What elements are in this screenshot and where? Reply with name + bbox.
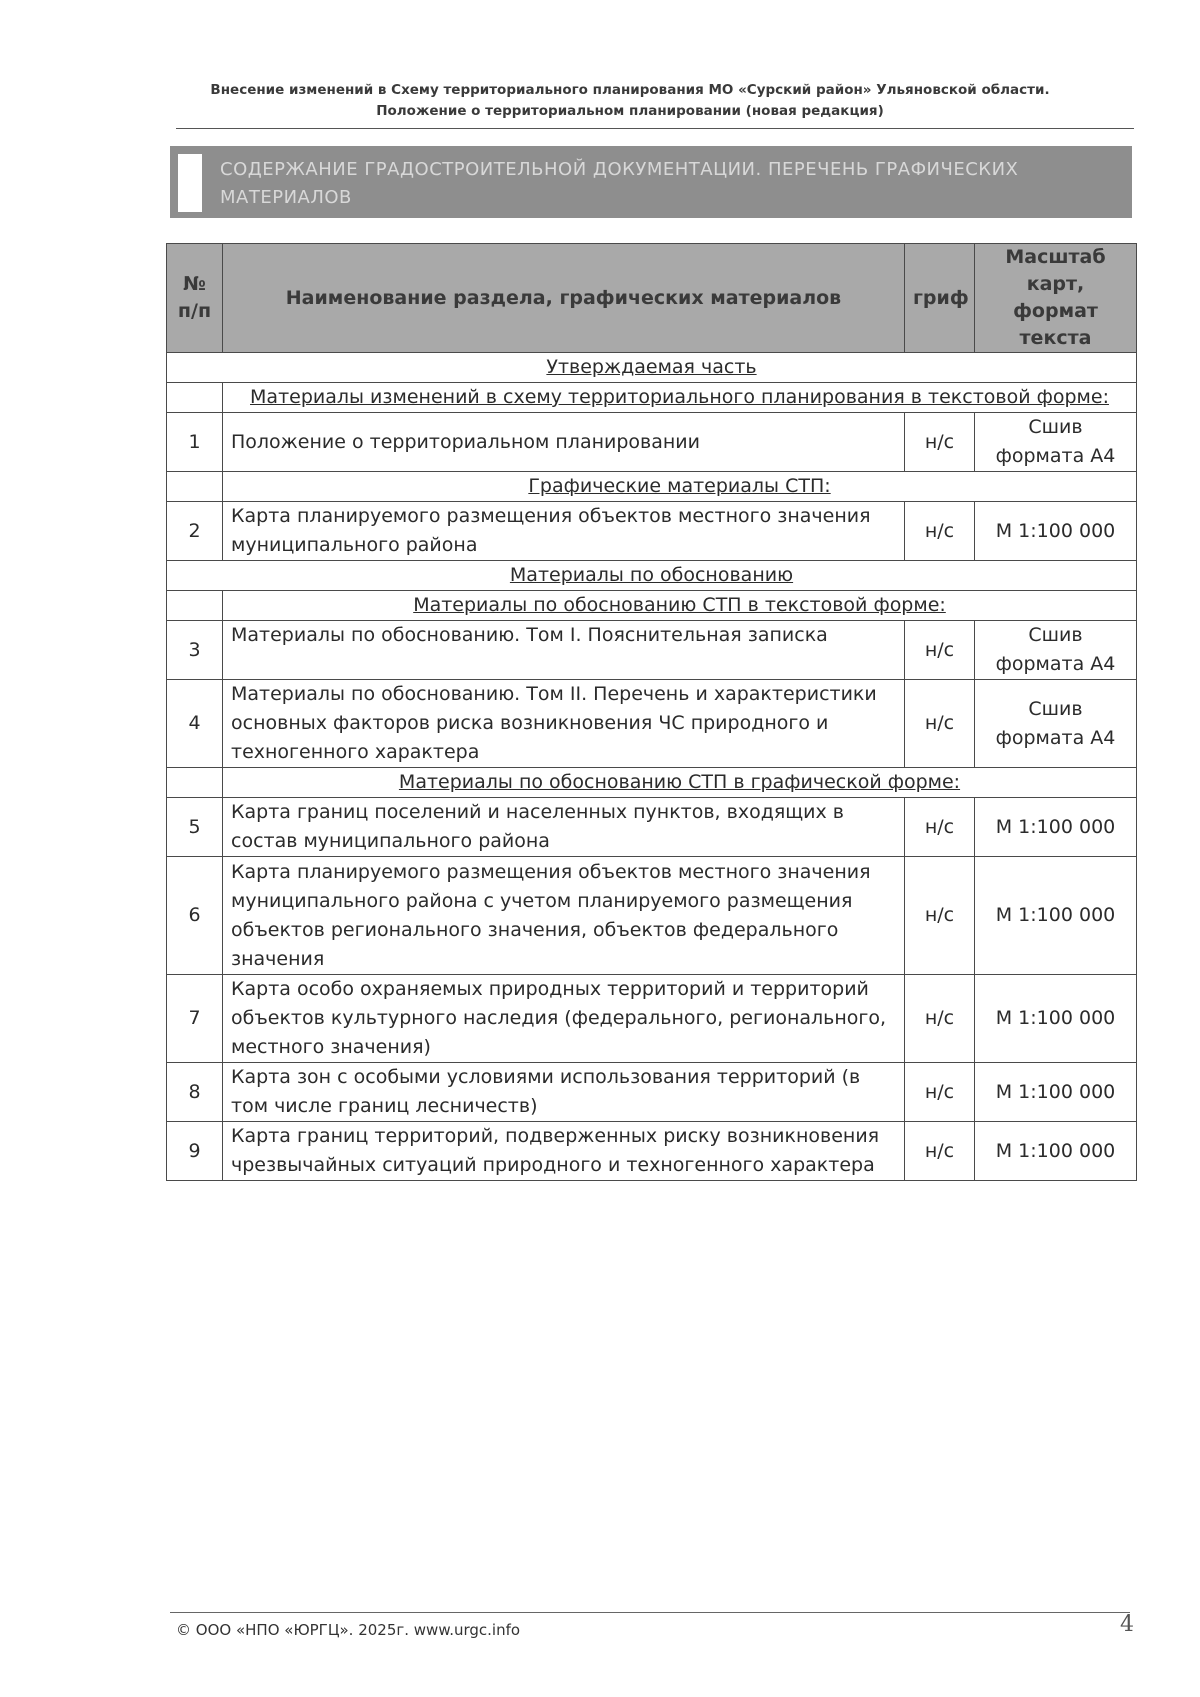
table-row [167,857,1137,975]
row-number: 1 [167,413,223,472]
contents-table [166,243,1137,1181]
header-line-2: Положение о территориальном планировании (новая редакция) [376,103,884,119]
row-number: 2 [167,502,223,561]
row-number: 6 [167,857,223,975]
document-header [170,80,1090,122]
row-grif: н/с [905,975,975,1063]
row-grif: н/с [905,502,975,561]
row-name: Карта границ поселений и населенных пунктов, входящих в состав муниципального района [223,798,905,857]
footer-copyright: © ООО «НПО «ЮРГЦ». 2025г. www.urgc.info [176,1621,521,1639]
row-number: 8 [167,1063,223,1122]
row-grif: н/с [905,1063,975,1122]
row-grif: н/с [905,680,975,768]
subsection-row [167,383,1137,413]
row-scale: М 1:100 000 [975,798,1137,857]
subsection-title: Материалы изменений в схему территориального планирования в текстовой форме: [223,383,1137,413]
section-banner [170,146,1132,218]
empty-cell [167,472,223,502]
table-row [167,798,1137,857]
table-row [167,413,1137,472]
header-name: Наименование раздела, графических материалов [223,244,905,353]
banner-title: СОДЕРЖАНИЕ ГРАДОСТРОИТЕЛЬНОЙ ДОКУМЕНТАЦИИ. ПЕРЕЧЕНЬ ГРАФИЧЕСКИХ МАТЕРИАЛОВ [220,159,1019,208]
subsection-row [167,472,1137,502]
subsection-title: Материалы по обоснованию СТП в графической форме: [223,768,1137,798]
row-grif: н/с [905,857,975,975]
row-scale: Сшив формата А4 [975,413,1137,472]
header-grif: гриф [905,244,975,353]
footer-divider [170,1612,1130,1613]
row-grif: н/с [905,1122,975,1181]
empty-cell [167,768,223,798]
row-name: Карта планируемого размещения объектов местного значения муниципального района [223,502,905,561]
section-title: Материалы по обоснованию [167,561,1137,591]
row-grif: н/с [905,798,975,857]
row-name: Карта зон с особыми условиями использования территорий (в том числе границ лесничеств) [223,1063,905,1122]
row-name: Карта особо охраняемых природных территорий и территорий объектов культурного наследия (федерального, регионального, местного значения) [223,975,905,1063]
row-grif: н/с [905,621,975,680]
empty-cell [167,383,223,413]
table-row [167,502,1137,561]
row-name: Карта границ территорий, подверженных риску возникновения чрезвычайных ситуаций природного и техногенного характера [223,1122,905,1181]
row-number: 3 [167,621,223,680]
banner-tab [178,154,202,212]
row-name: Положение о территориальном планировании [223,413,905,472]
row-number: 9 [167,1122,223,1181]
row-scale: М 1:100 000 [975,1122,1137,1181]
header-divider [176,128,1134,129]
row-scale: Сшив формата А4 [975,680,1137,768]
row-name: Материалы по обоснованию. Том I. Пояснительная записка [223,621,905,680]
subsection-row [167,768,1137,798]
row-number: 5 [167,798,223,857]
subsection-title: Графические материалы СТП: [223,472,1137,502]
section-title: Утверждаемая часть [167,353,1137,383]
table-row [167,1063,1137,1122]
row-scale: М 1:100 000 [975,975,1137,1063]
page-number: 4 [1120,1612,1134,1637]
subsection-row [167,591,1137,621]
table-row [167,1122,1137,1181]
row-name: Материалы по обоснованию. Том II. Перечень и характеристики основных факторов риска возникновения ЧС природного и техногенного характера [223,680,905,768]
header-line-1: Внесение изменений в Схему территориального планирования МО «Сурский район» Ульяновской области. [210,82,1050,98]
row-scale: М 1:100 000 [975,502,1137,561]
row-scale: Сшив формата А4 [975,621,1137,680]
row-scale: М 1:100 000 [975,1063,1137,1122]
table-header-row [167,244,1137,353]
empty-cell [167,591,223,621]
header-scale: Масштаб карт, формат текста [975,244,1137,353]
row-grif: н/с [905,413,975,472]
table-row [167,621,1137,680]
row-number: 7 [167,975,223,1063]
row-name: Карта планируемого размещения объектов местного значения муниципального района с учетом планируемого размещения объектов регионального значения, объектов федерального значения [223,857,905,975]
section-row [167,353,1137,383]
table-row [167,680,1137,768]
table-row [167,975,1137,1063]
section-row [167,561,1137,591]
header-num: № п/п [167,244,223,353]
row-number: 4 [167,680,223,768]
row-scale: М 1:100 000 [975,857,1137,975]
subsection-title: Материалы по обоснованию СТП в текстовой форме: [223,591,1137,621]
